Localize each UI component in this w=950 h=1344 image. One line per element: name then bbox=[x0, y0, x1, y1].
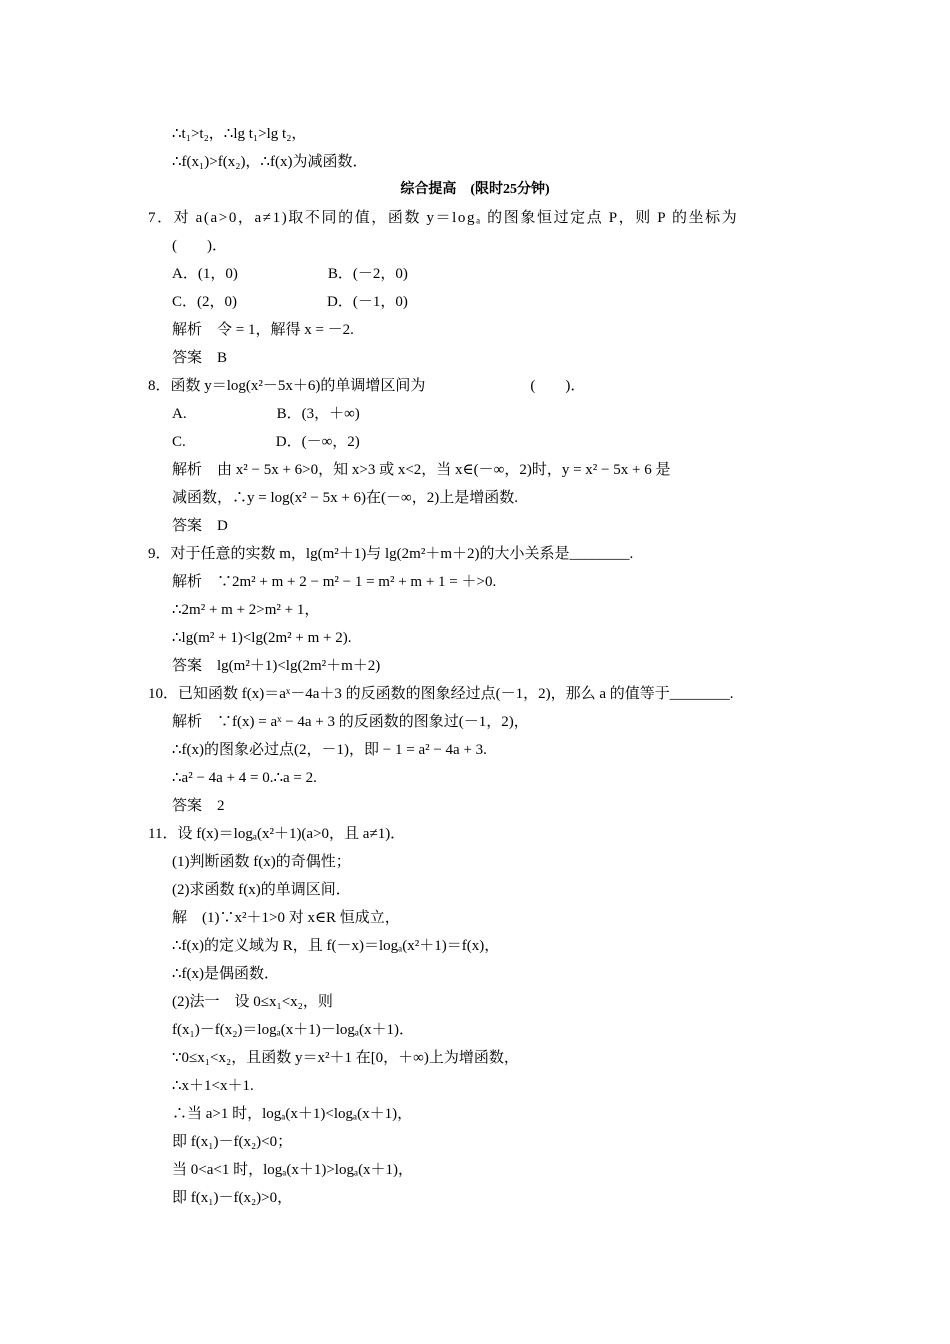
text-line: A．(1，0) B．(－2，0) bbox=[172, 266, 408, 282]
text-line: ∴x＋1<x＋1. bbox=[172, 1078, 254, 1094]
text-line: 减函数，∴y = log(x² − 5x + 6)在(－∞，2)上是增函数. bbox=[172, 490, 518, 506]
text-line: 综合提高 (限时25分钟) bbox=[400, 182, 550, 197]
text-line: C．(2，0) D．(－1，0) bbox=[172, 294, 408, 310]
text-line: ( )． bbox=[172, 238, 227, 254]
text-line: ∴当 a>1 时，logₐ(x＋1)<logₐ(x＋1)， bbox=[172, 1106, 413, 1122]
text-line: ∴f(x)的定义域为 R，且 f(－x)＝logₐ(x²＋1)＝f(x)， bbox=[172, 938, 500, 954]
text-line: 当 0<a<1 时，logₐ(x＋1)>logₐ(x＋1)， bbox=[172, 1162, 414, 1178]
text-line: ∴a² − 4a + 4 = 0.∴a = 2. bbox=[172, 770, 317, 786]
text-line: 即 f(x₁)－f(x₂)>0， bbox=[172, 1190, 293, 1206]
text-line: 解析 由 x² − 5x + 6>0，知 x>3 或 x<2，当 x∈(－∞，2)时，y = x² − 5x + 6 是 bbox=[172, 462, 671, 478]
text-line: ∴lg(m² + 1)<lg(2m² + m + 2). bbox=[172, 630, 352, 646]
text-line: 解 (1)∵x²＋1>0 对 x∈R 恒成立， bbox=[172, 910, 400, 926]
text-line: 解析 ∵f(x) = aˣ − 4a + 3 的反函数的图象过(－1，2)， bbox=[172, 714, 529, 730]
text-line: ∴2m² + m + 2>m² + 1， bbox=[172, 602, 320, 618]
text-line: (1)判断函数 f(x)的奇偶性； bbox=[172, 854, 351, 870]
text-line: A. B．(3，＋∞) bbox=[172, 406, 360, 422]
text-line: 解析 ∵2m² + m + 2 − m² − 1 = m² + m + 1 = ＋>0. bbox=[172, 574, 497, 590]
text-line: 答案 lg(m²＋1)<lg(2m²＋m＋2) bbox=[172, 658, 381, 674]
text-line: 11．设 f(x)＝logₐ(x²＋1)(a>0，且 a≠1)． bbox=[148, 826, 406, 842]
text-line: ∴f(x₁)>f(x₂)，∴f(x)为减函数． bbox=[172, 154, 368, 170]
text-line: 答案 2 bbox=[172, 798, 225, 814]
text-line: 即 f(x₁)－f(x₂)<0； bbox=[172, 1134, 293, 1150]
text-line: (2)法一 设 0≤x₁<x₂，则 bbox=[172, 994, 333, 1010]
text-line: 9．对于任意的实数 m，lg(m²＋1)与 lg(2m²＋m＋2)的大小关系是________. bbox=[148, 546, 634, 562]
text-line: (2)求函数 f(x)的单调区间． bbox=[172, 882, 351, 898]
text-line: 7．对 a(a>0，a≠1)取不同的值，函数 y＝logₐ 的图象恒过定点 P，则 P 的坐标为 bbox=[148, 210, 739, 226]
text-line: f(x₁)－f(x₂)＝logₐ(x＋1)－logₐ(x＋1)． bbox=[172, 1022, 414, 1038]
text-line: C. D．(－∞，2) bbox=[172, 434, 360, 450]
text-line: ∴t₁>t₂，∴lg t₁>lg t₂， bbox=[172, 126, 307, 142]
text-line: 8．函数 y＝log(x²－5x＋6)的单调增区间为 ( )． bbox=[148, 378, 586, 394]
text-line: ∴f(x)的图象必过点(2，－1)，即 − 1 = a² − 4a + 3. bbox=[172, 742, 487, 758]
text-line: 10．已知函数 f(x)＝aˣ－4a＋3 的反函数的图象经过点(－1，2)，那么 a 的值等于________. bbox=[148, 686, 734, 702]
text-line: ∴f(x)是偶函数． bbox=[172, 966, 280, 982]
text-line: 答案 D bbox=[172, 518, 228, 534]
text-line: ∵0≤x₁<x₂，且函数 y＝x²＋1 在[0，＋∞)上为增函数， bbox=[172, 1050, 519, 1066]
text-line: 答案 B bbox=[172, 350, 228, 366]
text-line: 解析 令 = 1，解得 x = －2. bbox=[172, 322, 354, 338]
